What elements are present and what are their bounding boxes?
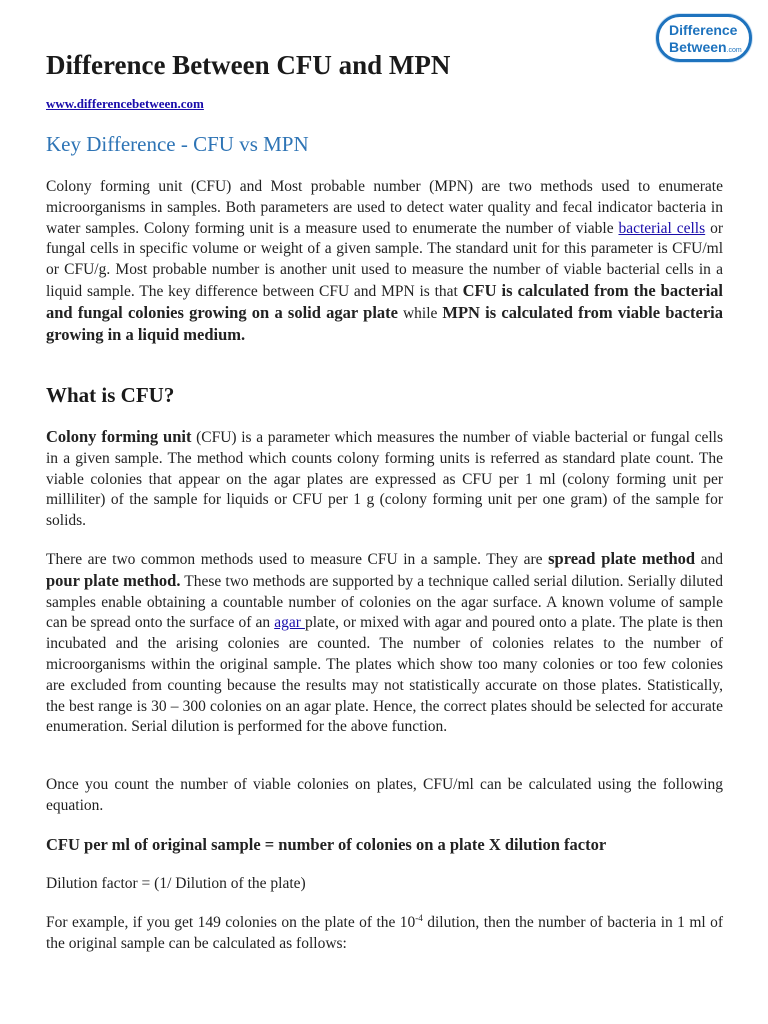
cfu-definition-paragraph bbox=[46, 427, 723, 532]
spread-plate-term: spread plate method bbox=[548, 549, 696, 568]
example-text-1: For example, if you get 149 colonies on the plate of the 10 bbox=[46, 914, 416, 931]
cfu-equation: CFU per ml of original sample = number of colonies on a plate X dilution factor bbox=[46, 835, 607, 854]
intro-text-3: while bbox=[398, 304, 443, 322]
dilution-exponent: -4 bbox=[415, 912, 423, 923]
pour-plate-term: pour plate method. bbox=[46, 570, 181, 590]
intro-text-1: Colony forming unit (CFU) and Most probable number (MPN) are two methods used to enumerate microorganisms in samples. Both parameters are used to detect water quality and fecal indicator bacteria in water samples. Colony forming unit is a measure used to enumerate the number of viable bbox=[46, 178, 723, 237]
methods-text-4: plate, or mixed with agar and poured onto a plate. The plate is then incubated and the arising colonies are counted. The number of colonies relates to the number of microorganisms within the original sample. The plates which show too many colonies or too few colonies are excluded from counting because the results may not statistically accurate on those plates. Statistically, the best range is 30 – 300 colonies on an agar plate. Hence, the correct plates should be selected for accurate enumeration. Serial dilution is performed for the above function. bbox=[46, 614, 724, 736]
cfu-key-statement: CFU is calculated from the bacterial and fungal colonies growing on a solid agar plate bbox=[46, 280, 723, 322]
example-paragraph bbox=[46, 913, 723, 955]
logo-text-ence: ence bbox=[705, 22, 738, 38]
intro-paragraph bbox=[46, 177, 723, 346]
site-link[interactable]: www.differencebetween.com bbox=[46, 96, 204, 111]
colony-forming-unit-term: Colony forming unit bbox=[46, 427, 192, 446]
logo-text-differ: Differ bbox=[669, 22, 706, 38]
logo-text-between: Between bbox=[669, 39, 727, 55]
methods-text-2: and bbox=[695, 551, 723, 568]
intro-text-2: or fungal cells in specific volume or weight of a given sample. The standard unit for this parameter is CFU/ml or CFU/g. Most probable number is another unit used to measure the number of viable bacterial cells in a liquid sample. The key difference between CFU and MPN is that bbox=[46, 219, 723, 300]
logo-line-2 bbox=[669, 39, 742, 55]
logo-text-dotcom: .com bbox=[726, 47, 742, 54]
example-text-2: dilution, then the number of bacteria in 1 ml of the original sample can be calculated as follows: bbox=[46, 914, 724, 952]
equation-intro-paragraph: Once you count the number of viable colonies on plates, CFU/ml can be calculated using the following equation. bbox=[46, 776, 723, 814]
cfu-methods-paragraph bbox=[46, 549, 723, 738]
dilution-factor-line: Dilution factor = (1/ Dilution of the plate) bbox=[46, 875, 306, 892]
logo-line-1 bbox=[669, 22, 737, 38]
page-title: Difference Between CFU and MPN bbox=[46, 50, 451, 80]
differencebetween-logo[interactable] bbox=[656, 14, 752, 62]
bacterial-cells-link[interactable]: bacterial cells bbox=[618, 219, 706, 237]
cfu-definition-text: (CFU) is a parameter which measures the number of viable bacterial or fungal cells in a given sample. The method which counts colony forming units is referred as standard plate count. The viable colonies that appear on the agar plates are expressed as CFU per 1 ml (colony forming unit per milliliter) of the sample for liquids or CFU per 1 g (colony forming unit per one gram) of the sample for solids. bbox=[46, 429, 723, 530]
key-difference-heading: Key Difference - CFU vs MPN bbox=[46, 132, 309, 156]
mpn-key-statement: MPN is calculated from viable bacteria growing in a liquid medium. bbox=[46, 302, 723, 344]
methods-text-3: These two methods are supported by a technique called serial dilution. Serially diluted samples enable obtaining a countable number of colonies on the agar surface. A known volume of sample can be spread onto the surface of an bbox=[46, 572, 723, 632]
agar-link[interactable]: agar bbox=[274, 614, 305, 632]
methods-text-1: There are two common methods used to measure CFU in a sample. They are bbox=[46, 551, 549, 568]
what-is-cfu-heading: What is CFU? bbox=[46, 383, 175, 407]
